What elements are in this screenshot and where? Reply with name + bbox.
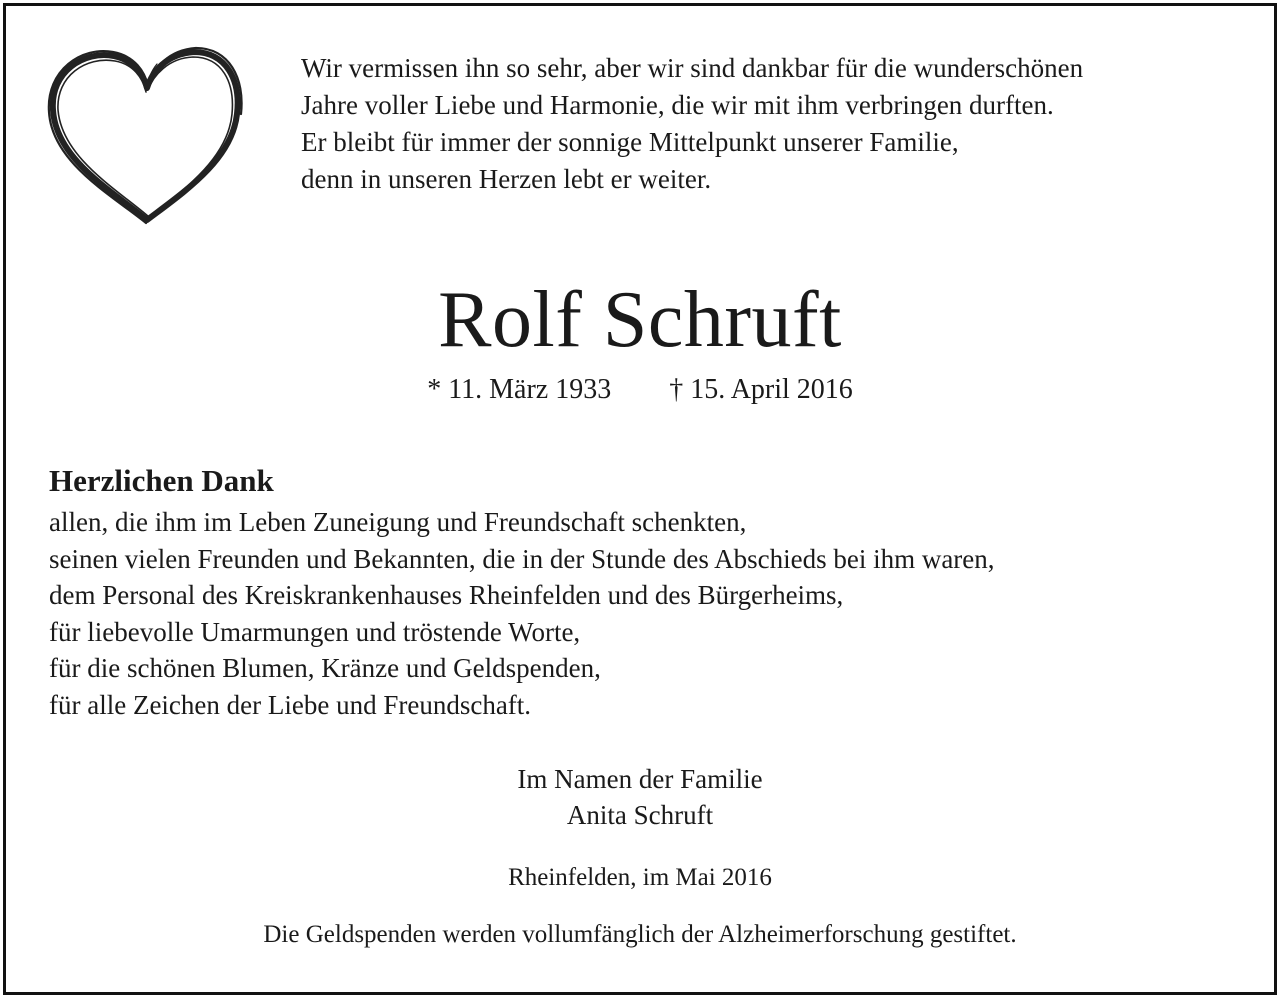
signature-block: [0, 761, 1280, 833]
signature-line-family: Im Namen der Familie: [517, 764, 763, 794]
thanks-text: [49, 504, 1249, 724]
intro-line: Wir vermissen ihn so sehr, aber wir sind dankbar für die wunderschönen: [301, 53, 1084, 83]
thanks-line: für alle Zeichen der Liebe und Freundschaft.: [49, 689, 532, 720]
signature-line-name: Anita Schruft: [566, 800, 714, 830]
place-date: Rheinfelden, im Mai 2016: [508, 864, 772, 891]
intro-line: Jahre voller Liebe und Harmonie, die wir mit ihm verbringen durften.: [301, 90, 1054, 120]
life-dates: [0, 372, 1280, 408]
thanks-line: dem Personal des Kreiskrankenhauses Rheinfelden und des Bürgerheims,: [49, 580, 844, 611]
intro-text: [301, 50, 1261, 198]
thanks-heading: Herzlichen Dank: [49, 463, 274, 498]
heart-icon: [44, 42, 244, 232]
thanks-line: seinen vielen Freunden und Bekannten, die in der Stunde des Abschieds bei ihm waren,: [49, 543, 995, 574]
death-date: † 15. April 2016: [669, 374, 853, 405]
deceased-name: Rolf Schruft: [438, 276, 842, 364]
thanks-line: allen, die ihm im Leben Zuneigung und Freundschaft schenkten,: [49, 507, 747, 537]
intro-line: denn in unseren Herzen lebt er weiter.: [301, 164, 712, 194]
intro-line: Er bleibt für immer der sonnige Mittelpunkt unserer Familie,: [301, 127, 959, 157]
donation-note: Die Geldspenden werden vollumfänglich der Alzheimerforschung gestiftet.: [263, 921, 1017, 948]
thanks-line: für liebevolle Umarmungen und tröstende Worte,: [49, 616, 581, 647]
thanks-line: für die schönen Blumen, Kränze und Geldspenden,: [49, 653, 601, 684]
birth-date: * 11. März 1933: [427, 374, 612, 405]
